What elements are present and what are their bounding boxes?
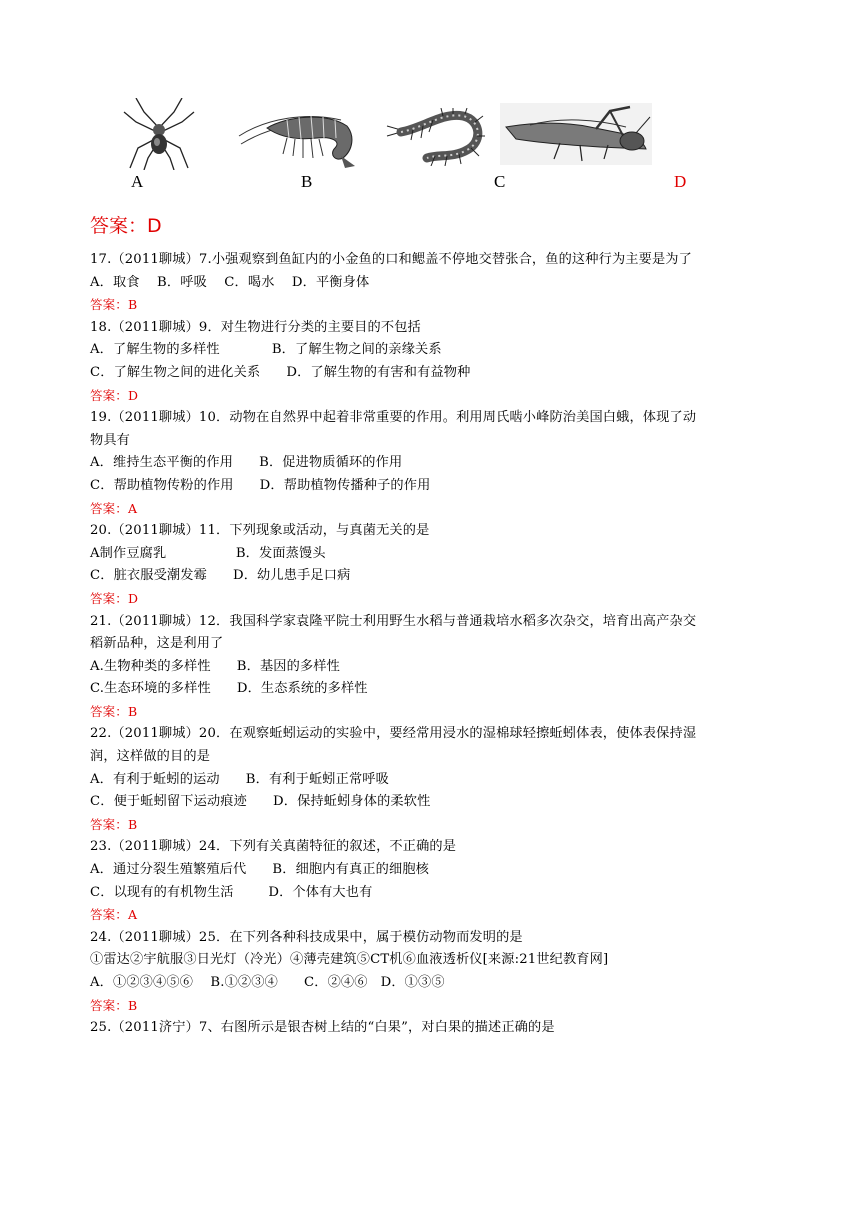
- answer-line: 答案：B: [90, 997, 138, 1013]
- question-line: 物具有: [90, 432, 131, 448]
- shrimp-icon: [237, 108, 357, 170]
- question-line: C．帮助植物传粉的作用 D．帮助植物传播种子的作用: [90, 477, 431, 493]
- question-line: 22.（2011聊城）20．在观察蚯蚓运动的实验中，要经常用浸水的湿棉球轻擦蚯蚓体表，使体表保持湿: [90, 726, 697, 742]
- question-line: A．通过分裂生殖繁殖后代 B．细胞内有真正的细胞核: [90, 862, 429, 878]
- figure-label-c: C: [494, 172, 506, 191]
- question-line: 23.（2011聊城）24．下列有关真菌特征的叙述，不正确的是: [90, 839, 457, 855]
- question-line: 17.（2011聊城）7.小强观察到鱼缸内的小金鱼的口和鳃盖不停地交替张合，鱼的这种行为主要是为了: [90, 252, 692, 267]
- question-line: A．维持生态平衡的作用 B．促进物质循环的作用: [90, 455, 403, 471]
- question-line: C．脏衣服受潮发霉 D．幼儿患手足口病: [90, 568, 351, 584]
- question-line: ①雷达②宇航服③日光灯（冷光）④薄壳建筑⑤CT机⑥血液透析仪[来源:21世纪教育网]: [90, 952, 609, 968]
- question-line: 21.（2011聊城）12．我国科学家袁隆平院士利用野生水稻与普通栽培水稻多次杂交，培育出高产杂交: [90, 613, 697, 629]
- figure-label-d: D: [674, 172, 687, 191]
- grasshopper-icon: [500, 103, 652, 165]
- centipede-icon: [383, 108, 485, 166]
- answer-line: 答案：D: [90, 590, 139, 606]
- figure-label-b: B: [301, 172, 313, 191]
- question-line: C.生态环境的多样性 D．生态系统的多样性: [90, 681, 368, 697]
- figure-label-a: A: [131, 172, 144, 191]
- question-line: A．了解生物的多样性 B．了解生物之间的亲缘关系: [90, 342, 442, 358]
- question-line: C．了解生物之间的进化关系 D．了解生物的有害和有益物种: [90, 364, 471, 380]
- question-line: A．①②③④⑤⑥ B.①②③④ C．②④⑥ D．①③⑤: [90, 975, 445, 990]
- question-line: A.生物种类的多样性 B．基因的多样性: [90, 658, 340, 674]
- question-line: A制作豆腐乳 B．发面蒸馒头: [90, 545, 326, 561]
- figure-answer: 答案：D: [90, 215, 162, 237]
- question-line: 25.（2011济宁）7、右图所示是银杏树上结的“白果”，对白果的描述正确的是: [90, 1020, 555, 1036]
- question-line: 稻新品种，这是利用了: [90, 636, 224, 652]
- answer-line: 答案：B: [90, 816, 138, 832]
- question-line: 19.（2011聊城）10．动物在自然界中起着非常重要的作用。利用周氏啮小峰防治美国白蛾，体现了动: [90, 410, 697, 426]
- question-line: A．有利于蚯蚓的运动 B．有利于蚯蚓正常呼吸: [90, 771, 389, 787]
- question-line: 18.（2011聊城）9．对生物进行分类的主要目的不包括: [90, 319, 421, 335]
- answer-line: 答案：A: [90, 907, 138, 923]
- question-line: 24.（2011聊城）25．在下列各种科技成果中，属于模仿动物而发明的是: [90, 929, 523, 945]
- question-line: 20.（2011聊城）11．下列现象或活动，与真菌无关的是: [90, 523, 430, 539]
- question-line: A．取食 B．呼吸 C．喝水 D．平衡身体: [90, 274, 370, 290]
- answer-line: 答案：B: [90, 297, 138, 313]
- answer-line: 答案：D: [90, 387, 139, 403]
- question-line: C．便于蚯蚓留下运动痕迹 D．保持蚯蚓身体的柔软性: [90, 794, 431, 810]
- answer-line: 答案：B: [90, 703, 138, 719]
- spider-icon: [122, 98, 196, 170]
- question-line: C．以现有的有机物生活 D．个体有大也有: [90, 884, 373, 900]
- question-line: 润，这样做的目的是: [90, 749, 211, 765]
- question-list: [90, 249, 790, 1040]
- answer-line: 答案：A: [90, 500, 138, 516]
